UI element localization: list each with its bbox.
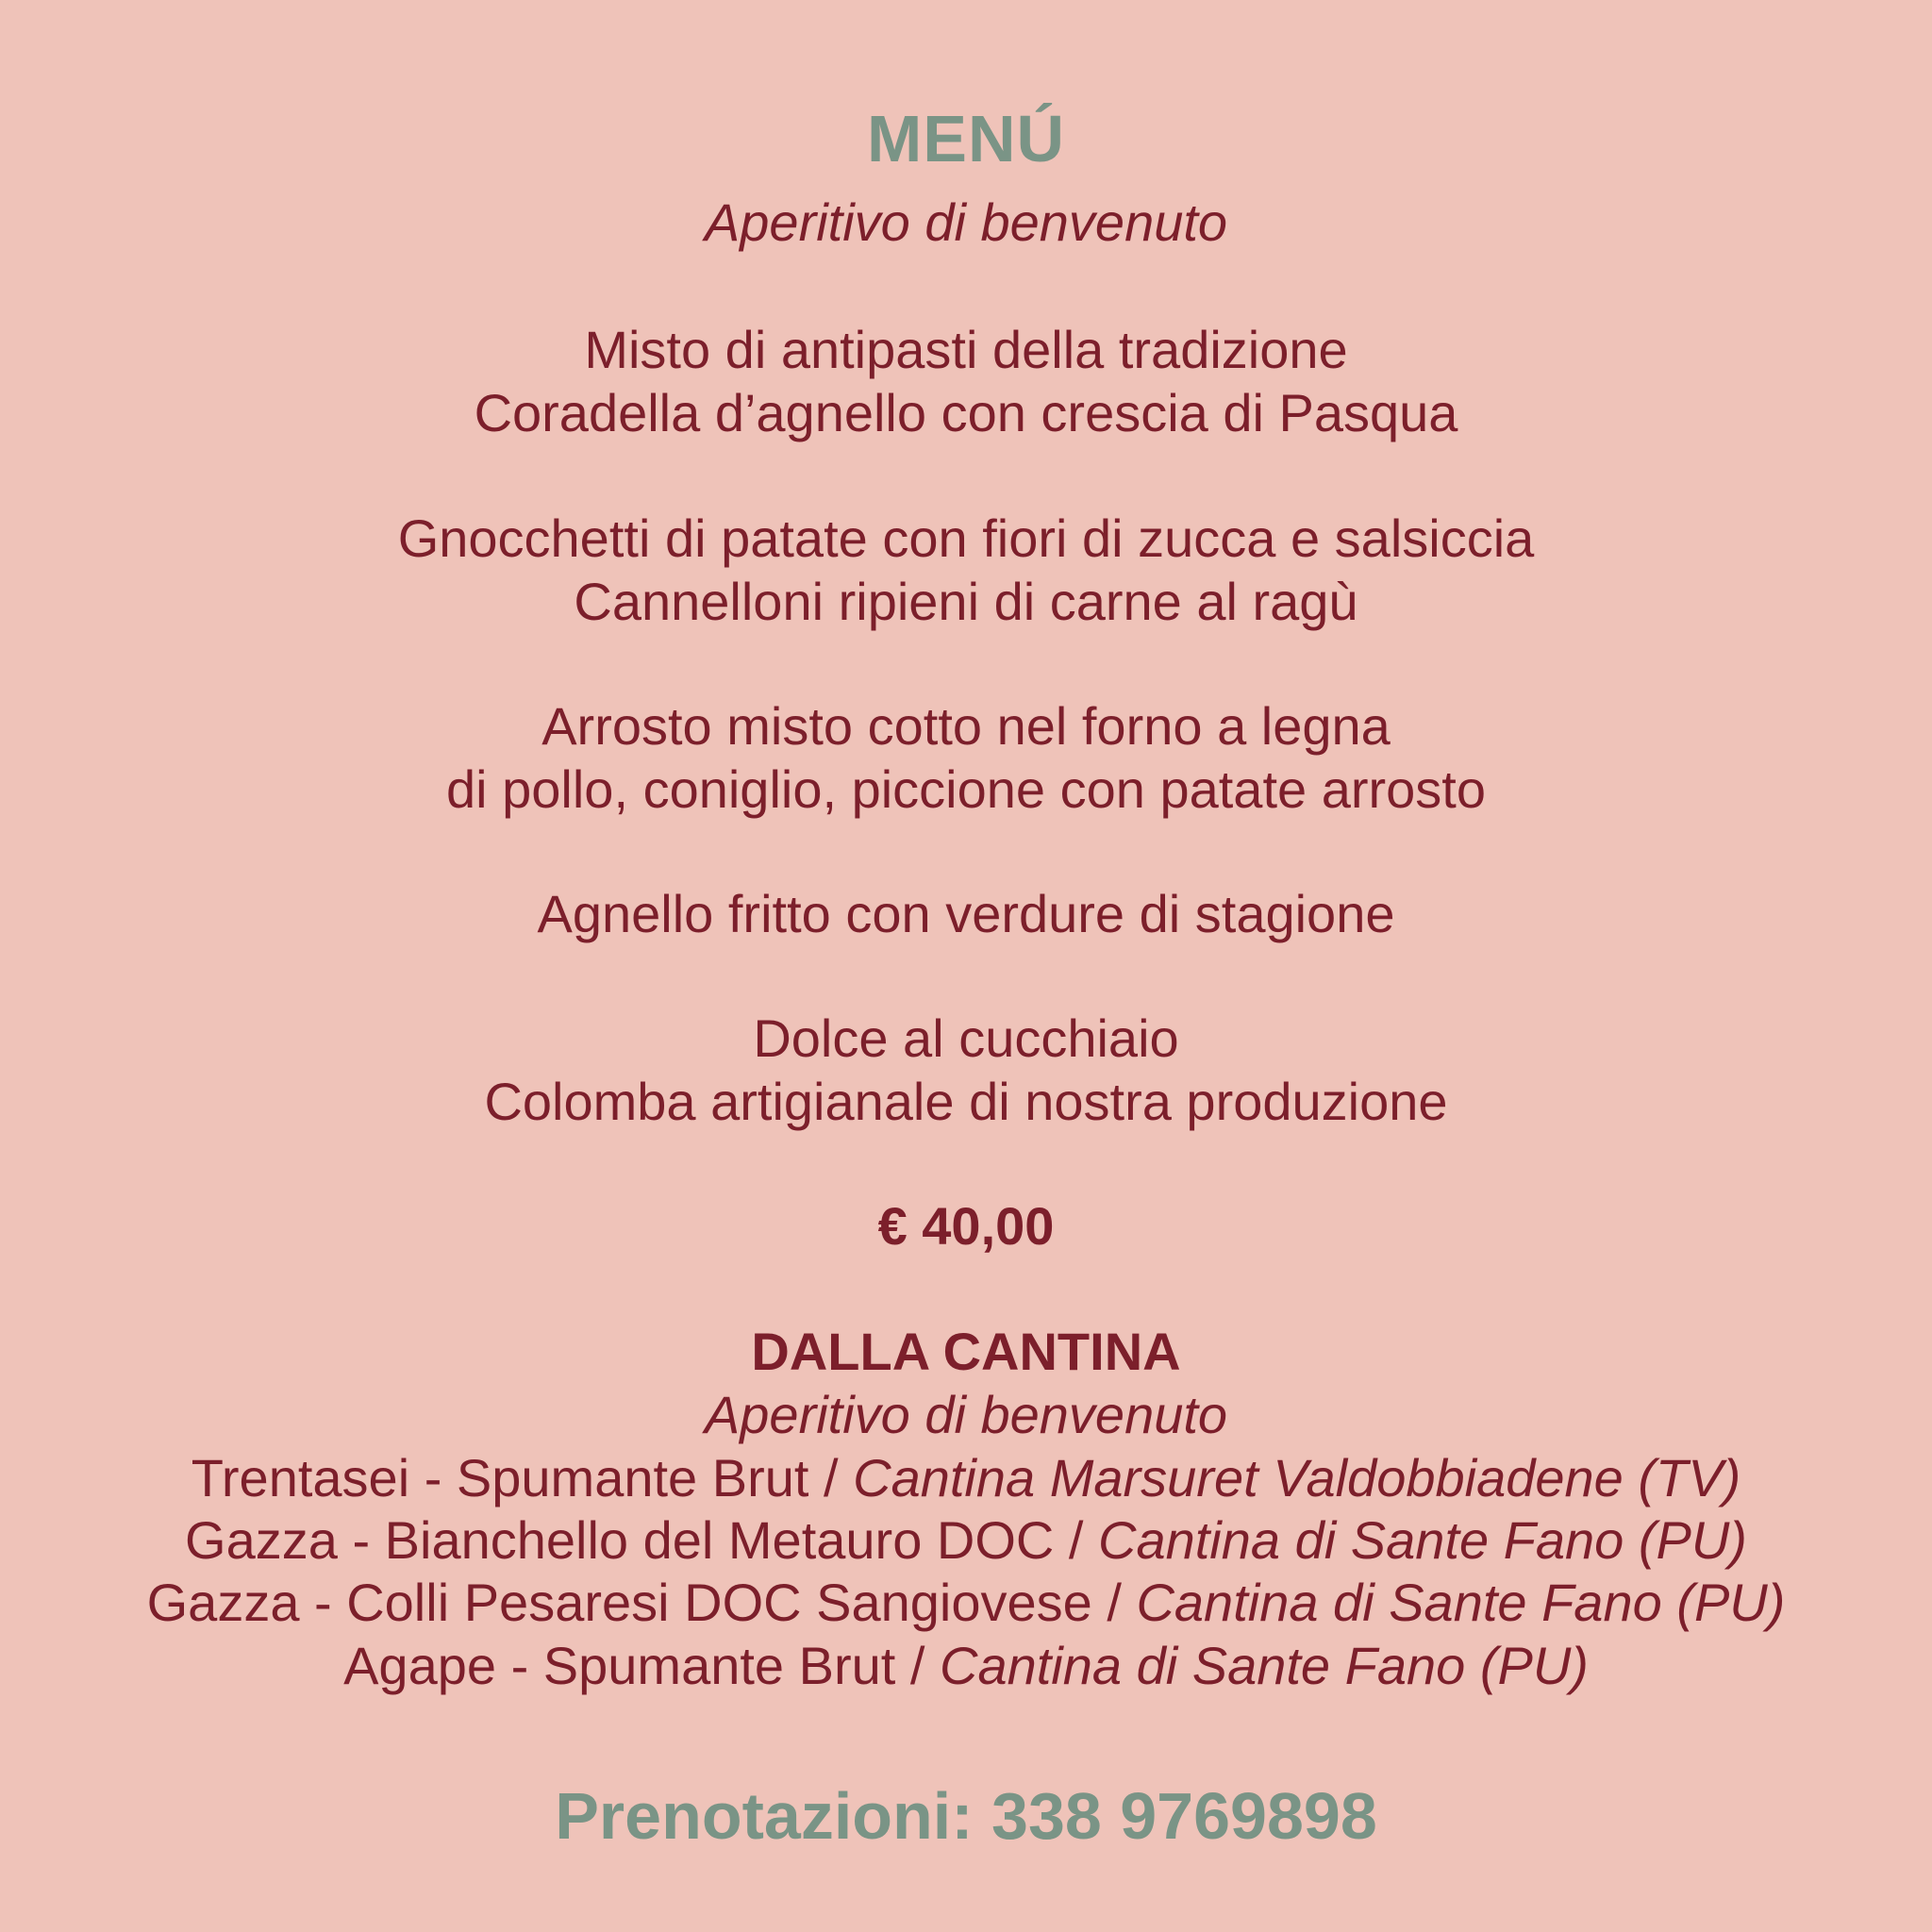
wine-name: Trentasei - Spumante Brut / (191, 1448, 854, 1507)
menu-title: MENÚ (866, 102, 1066, 175)
course-5-line-2: Colomba artigianale di nostra produzione (484, 1072, 1448, 1131)
wine-name: Agape - Spumante Brut / (343, 1636, 940, 1695)
menu-price: € 40,00 (877, 1196, 1055, 1256)
course-2-line-1: Gnocchetti di patate con fiori di zucca e salsiccia (397, 508, 1535, 568)
course-1-line-1: Misto di antipasti della tradizione (584, 320, 1348, 379)
course-5-line-1: Dolce al cucchiaio (753, 1008, 1179, 1068)
wine-cantina: Cantina di Sante Fano (PU) (1136, 1573, 1786, 1632)
wine-item (0, 1636, 1932, 1695)
course-1-line-2: Coradella d’agnello con crescia di Pasqua (474, 383, 1458, 442)
cantina-aperitivo: Aperitivo di benvenuto (704, 1385, 1228, 1444)
menu-aperitivo: Aperitivo di benvenuto (704, 192, 1228, 252)
wine-item (0, 1510, 1932, 1570)
wine-cantina: Cantina di Sante Fano (PU) (1098, 1510, 1747, 1570)
wine-item (0, 1573, 1932, 1632)
wine-cantina: Cantina di Sante Fano (PU) (940, 1636, 1589, 1695)
wine-cantina: Cantina Marsuret Valdobbiadene (TV) (853, 1448, 1741, 1507)
course-4-line-1: Agnello fritto con verdure di stagione (537, 884, 1395, 943)
course-2-line-2: Cannelloni ripieni di carne al ragù (574, 572, 1358, 631)
course-3-line-2: di pollo, coniglio, piccione con patate arrosto (445, 759, 1486, 819)
course-3-line-1: Arrosto misto cotto nel forno a legna (541, 696, 1391, 756)
wine-name: Gazza - Bianchello del Metauro DOC / (185, 1510, 1099, 1570)
cantina-title: DALLA CANTINA (751, 1322, 1181, 1381)
wine-name: Gazza - Colli Pesaresi DOC Sangiovese / (146, 1573, 1137, 1632)
wine-item (0, 1448, 1932, 1507)
reservation-contact: Prenotazioni: 338 9769898 (555, 1779, 1377, 1853)
